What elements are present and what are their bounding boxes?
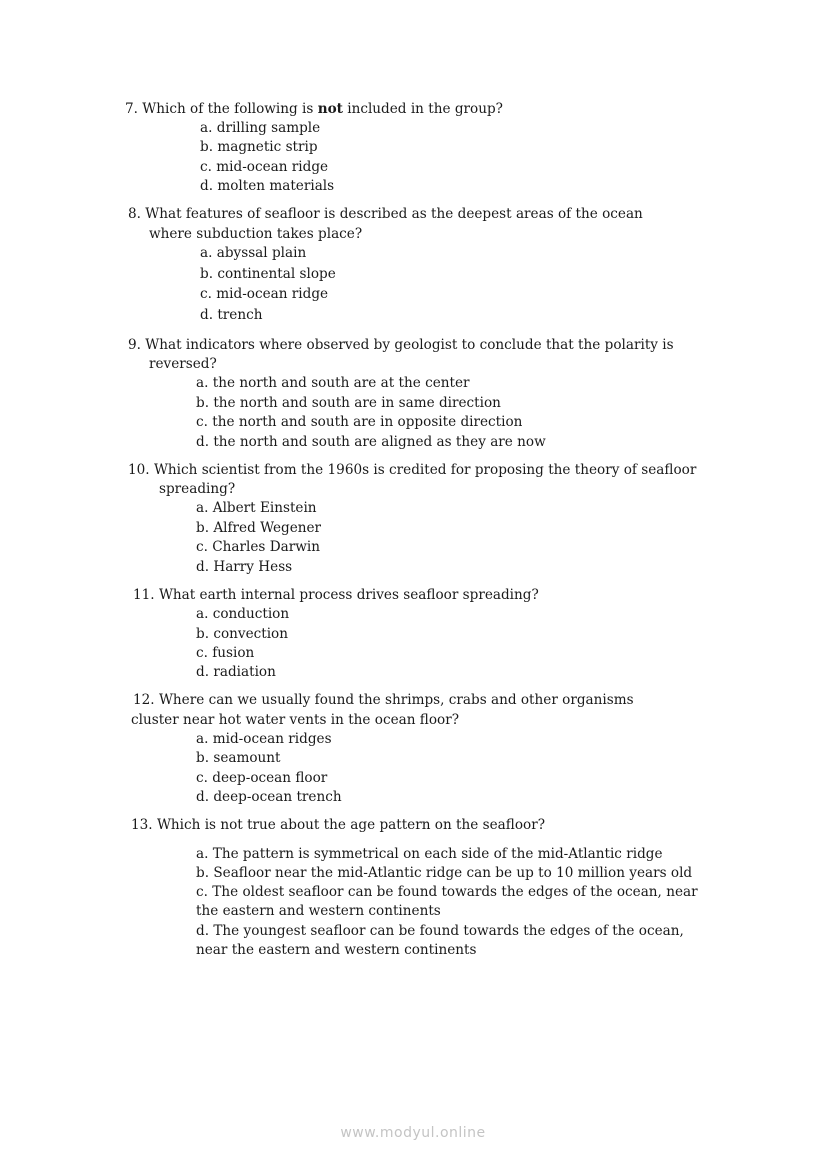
question-8-stem: 8. What features of seafloor is described as the deepest areas of the ocean	[128, 206, 643, 222]
option: b. convection	[196, 626, 288, 642]
question-11-stem: 11. What earth internal process drives seafloor spreading?	[133, 587, 539, 603]
option: a. mid-ocean ridges	[196, 731, 332, 747]
option: b. the north and south are in same direction	[196, 395, 501, 411]
question-9-stem: reversed?	[149, 356, 217, 372]
option: c. the north and south are in opposite direction	[196, 414, 523, 430]
question-10-stem: spreading?	[159, 481, 236, 497]
option: a. The pattern is symmetrical on each side of the mid-Atlantic ridge	[196, 846, 663, 862]
question-9-stem: 9. What indicators where observed by geologist to conclude that the polarity is	[128, 337, 674, 353]
option: a. Albert Einstein	[196, 500, 317, 516]
option: a. conduction	[196, 606, 290, 622]
option: b. Seafloor near the mid-Atlantic ridge can be up to 10 million years old	[196, 865, 693, 881]
stem-text: 7. Which of the following is	[125, 101, 318, 117]
question-7-stem	[125, 100, 503, 118]
question-13-stem: 13. Which is not true about the age pattern on the seafloor?	[131, 817, 545, 833]
option: d. trench	[200, 307, 263, 323]
option: d. radiation	[196, 664, 276, 680]
stem-emphasis: not	[317, 101, 343, 117]
option: c. fusion	[196, 645, 255, 661]
option: d. The youngest seafloor can be found towards the edges of the ocean,	[196, 923, 684, 939]
option: d. deep-ocean trench	[196, 789, 342, 805]
option: b. magnetic strip	[200, 139, 318, 155]
question-12-stem: cluster near hot water vents in the ocean floor?	[131, 712, 460, 728]
stem-text: included in the group?	[342, 101, 503, 117]
option: d. the north and south are aligned as they are now	[196, 434, 546, 450]
question-8-stem: where subduction takes place?	[149, 226, 363, 242]
option: b. seamount	[196, 750, 281, 766]
option: a. abyssal plain	[200, 245, 307, 261]
option: c. mid-ocean ridge	[200, 159, 329, 175]
option: a. the north and south are at the center	[196, 375, 470, 391]
option: b. Alfred Wegener	[196, 520, 322, 536]
question-12-stem: 12. Where can we usually found the shrimps, crabs and other organisms	[133, 692, 634, 708]
option: d. Harry Hess	[196, 559, 293, 575]
option: c. Charles Darwin	[196, 539, 320, 555]
option: d. molten materials	[200, 178, 335, 194]
option: c. deep-ocean floor	[196, 770, 328, 786]
option: a. drilling sample	[200, 120, 321, 136]
option: near the eastern and western continents	[196, 942, 477, 958]
option: b. continental slope	[200, 266, 336, 282]
option: c. mid-ocean ridge	[200, 286, 329, 302]
option: the eastern and western continents	[196, 903, 441, 919]
watermark: www.modyul.online	[340, 1125, 486, 1141]
question-10-stem: 10. Which scientist from the 1960s is credited for proposing the theory of seafloor	[128, 462, 697, 478]
option: c. The oldest seafloor can be found towards the edges of the ocean, near	[196, 884, 698, 900]
